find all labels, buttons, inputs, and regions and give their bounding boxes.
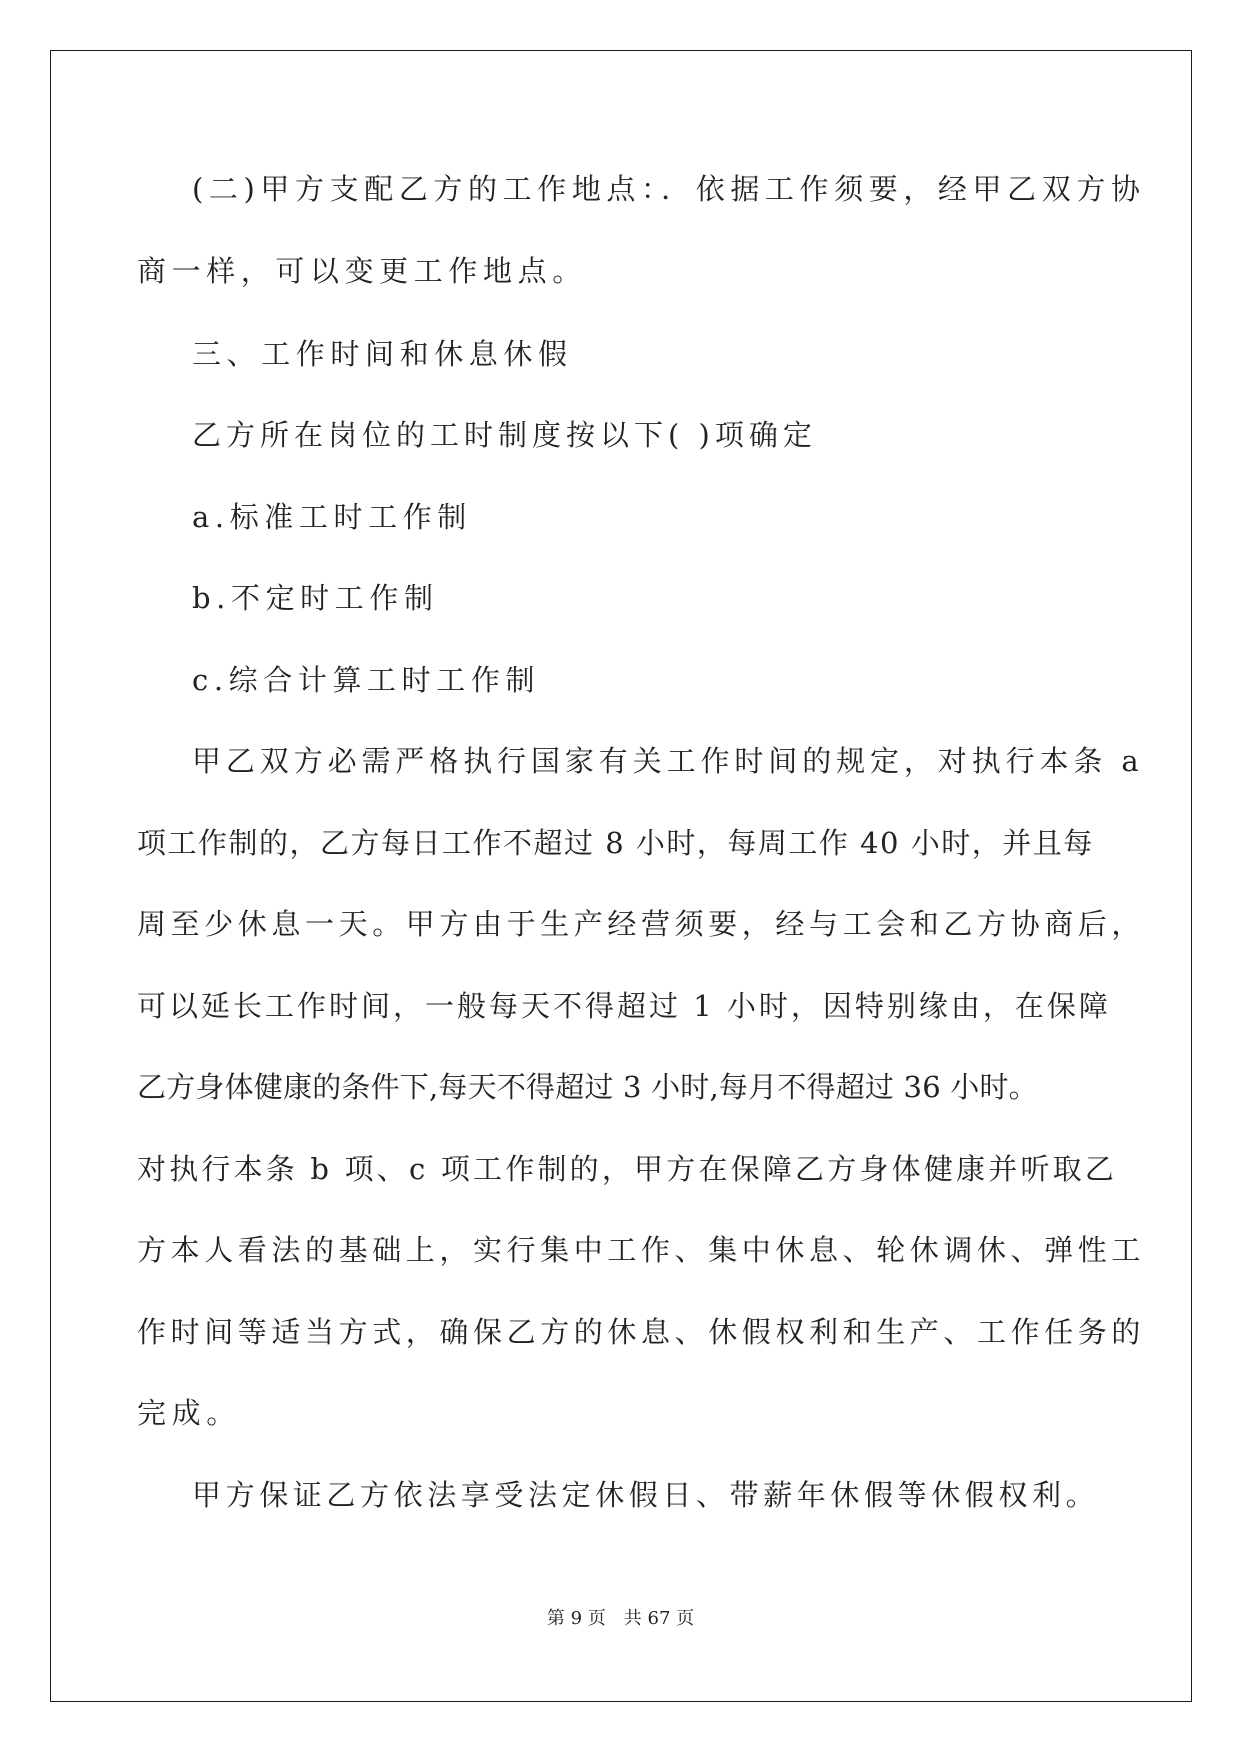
- paragraph-line: 周至少休息一天。甲方由于生产经营须要，经与工会和乙方协商后，: [137, 907, 1146, 941]
- list-item: a.标准工时工作制: [192, 500, 472, 534]
- paragraph-line: 作时间等适当方式，确保乙方的休息、休假权利和生产、工作任务的: [137, 1315, 1146, 1349]
- page-border: [50, 50, 1192, 1702]
- paragraph-line: 可以延长工作时间，一般每天不得超过 1 小时，因特别缘由，在保障: [137, 989, 1111, 1023]
- page-number-footer: [0, 1604, 1241, 1630]
- paragraph-line: 甲方保证乙方依法享受法定休假日、带薪年休假等休假权利。: [192, 1478, 1100, 1512]
- list-item: c.综合计算工时工作制: [192, 663, 541, 697]
- paragraph-line: (二)甲方支配乙方的工作地点：．依据工作须要，经甲乙双方协: [192, 172, 1146, 206]
- paragraph-line: 完成。: [137, 1396, 241, 1430]
- list-item: b.不定时工作制: [192, 581, 439, 615]
- paragraph-line: 项工作制的，乙方每日工作不超过 8 小时，每周工作 40 小时，并且每: [137, 826, 1094, 860]
- paragraph-line: 甲乙双方必需严格执行国家有关工作时间的规定，对执行本条 a: [192, 744, 1144, 778]
- paragraph-line: 乙方所在岗位的工时制度按以下( )项确定: [192, 418, 817, 452]
- total-pages-label: 共 67 页: [623, 1608, 695, 1629]
- section-heading: 三、工作时间和休息休假: [192, 337, 573, 371]
- paragraph-line: 对执行本条 b 项、c 项工作制的，甲方在保障乙方身体健康并听取乙: [137, 1152, 1118, 1186]
- paragraph-line: 方本人看法的基础上，实行集中工作、集中休息、轮休调休、弹性工: [137, 1233, 1146, 1267]
- paragraph-line: 商一样，可以变更工作地点。: [137, 254, 587, 288]
- paragraph-line: 乙方身体健康的条件下,每天不得超过 3 小时,每月不得超过 36 小时。: [137, 1070, 1038, 1104]
- current-page-label: 第 9 页: [546, 1608, 606, 1629]
